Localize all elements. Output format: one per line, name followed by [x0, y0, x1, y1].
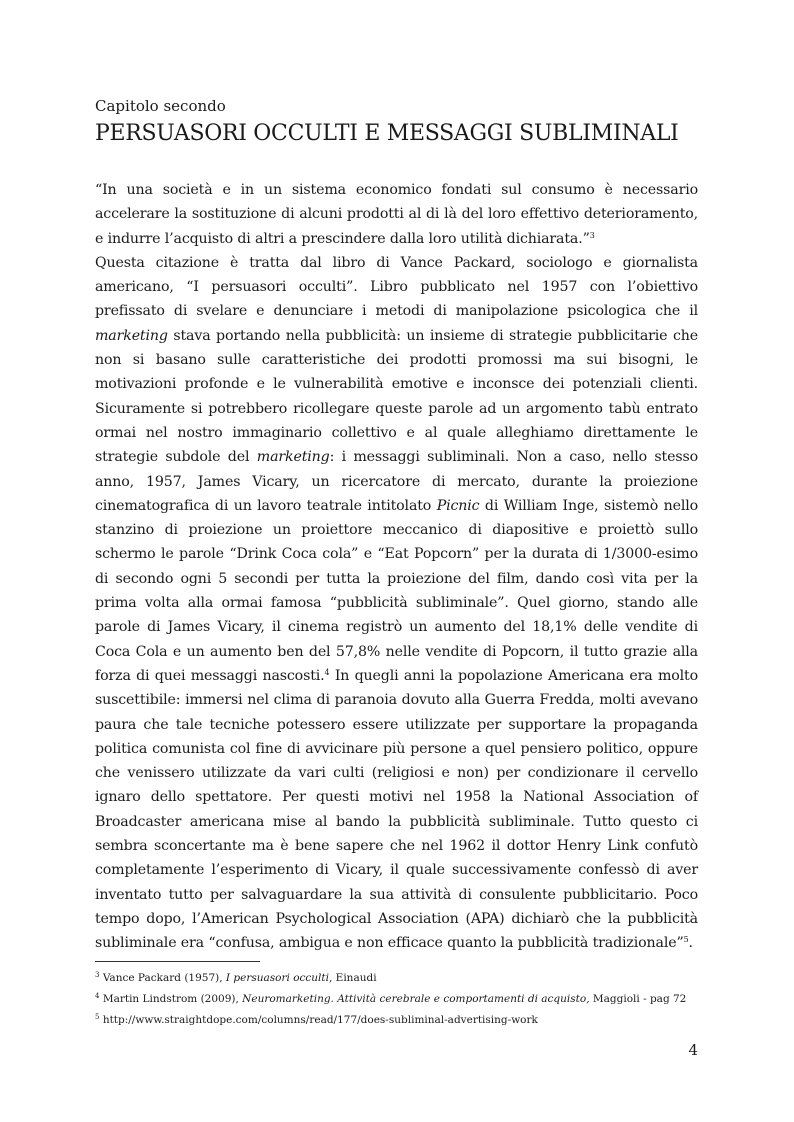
chapter-title: PERSUASORI OCCULTI E MESSAGGI SUBLIMINALI: [95, 121, 679, 146]
footnote-italic: I persuasori occulti: [225, 972, 329, 984]
italic-term: marketing: [95, 327, 168, 344]
quote-text: “In una società e in un sistema economico fondati sul consumo è necessario accelerare la sostituzione di alcuni prodotti al di là del loro effettivo deterioramento, e indurre l’acquisto di altri a prescindere dalla loro utilità dichiarata.”: [95, 182, 698, 247]
footnote-ref-5[interactable]: 5: [683, 935, 689, 945]
paragraph-text: .: [688, 935, 693, 952]
footnote-text: Vance Packard (1957),: [102, 972, 226, 984]
footnote-number: 5: [95, 1013, 100, 1021]
footnote-link[interactable]: http://www.straightdope.com/columns/read/177/does-subliminal-advertising-work: [102, 1014, 538, 1026]
footnote-number: 3: [95, 971, 100, 979]
footnote-3: [95, 968, 698, 989]
page-number: 4: [688, 1041, 698, 1059]
footnote-number: 4: [95, 992, 100, 1000]
body-text: [95, 178, 698, 956]
footnote-text: Martin Lindstrom (2009),: [102, 993, 243, 1005]
paragraph-text: di William Inge, sistemò nello stanzino di proiezione un proiettore meccanico di diapositive e proiettò sullo schermo le parole “Drink Coca cola” e “Eat Popcorn” per la durata di 1/3000-esimo di secondo ogni 5 secondi per tutta la proiezione del film, dando così vita per la prima volta alla ormai famosa “pubblicità subliminale”. Quel giorno, stando alle parole di James Vicary, il cinema registrò un aumento del 18,1% delle vendite di Coca Cola e un aumento ben del 57,8% nelle vendite di Popcorn, il tutto grazie alla forza di quei messaggi nascosti.: [95, 497, 699, 684]
paragraph-text: In quegli anni la popolazione Americana era molto suscettibile: immersi nel clima di paranoia dovuto alla Guerra Fredda, molti avevano paura che tale tecniche potessero essere utilizzate per supportare la propaganda politica comunista col fine di avvicinare più persone a quel pensiero politico, oppure che venissero utilizzate da vari culti (religiosi e non) per condizionare il cervello ignaro dello spettatore. Per questi motivi nel 1958 la National Association of Broadcaster americana mise al bando la pubblicità subliminale. Tutto questo ci sembra sconcertante ma è bene sapere che nel 1962 il dottor Henry Link confutò completamente l’esperimento di Vicary, il quale successivamente confessò di aver inventato tutto per salvaguardare la sua attività di consulente pubblicitario. Poco tempo dopo, l’American Psychological Association (APA) dichiarò che la pubblicità subliminale era “confusa, ambigua e non efficace quanto la pubblicità tradizionale”: [95, 667, 698, 952]
footnote-text: , Einaudi: [328, 972, 377, 984]
footnote-ref-4[interactable]: 4: [324, 667, 330, 677]
paragraph-text: : i messaggi subliminali. Non a caso, nello stesso anno, 1957, James Vicary, un ricercatore di mercato, durante la proiezione cinematografica di un lavoro teatrale intitolato: [95, 449, 699, 514]
opening-quote: [95, 178, 698, 251]
footnote-4: [95, 989, 698, 1010]
italic-title: Picnic: [436, 497, 480, 514]
footnote-text: Maggioli - pag 72: [589, 993, 687, 1005]
paragraph-text: stava portando nella pubblicità: un insieme di strategie pubblicitarie che non si basano sulle caratteristiche dei prodotti promossi ma sui bisogni, le motivazioni profonde e le vulnerabilità emotive e inconsce dei potenziali clienti. Sicuramente si potrebbero ricollegare queste parole ad un argomento tabù entrato ormai nel nostro immaginario collettivo e al quale alleghiamo direttamente le strategie subdole del: [95, 327, 698, 466]
main-paragraph: [95, 251, 698, 956]
footnote-italic: Neuromarketing. Attività cerebrale e comportamenti di acquisto,: [242, 993, 590, 1005]
footnote-ref-3[interactable]: 3: [589, 230, 595, 240]
chapter-label: Capitolo secondo: [95, 97, 226, 115]
footnotes: [95, 968, 698, 1031]
paragraph-text: Questa citazione è tratta dal libro di Vance Packard, sociologo e giornalista americano, “I persuasori occulti”. Libro pubblicato nel 1957 con l’obiettivo prefissato di svelare e denunciare i metodi di manipolazione psicologica che il: [95, 254, 698, 320]
footnote-5: [95, 1010, 698, 1031]
italic-term: marketing: [256, 449, 330, 466]
footnote-separator: [95, 961, 260, 962]
